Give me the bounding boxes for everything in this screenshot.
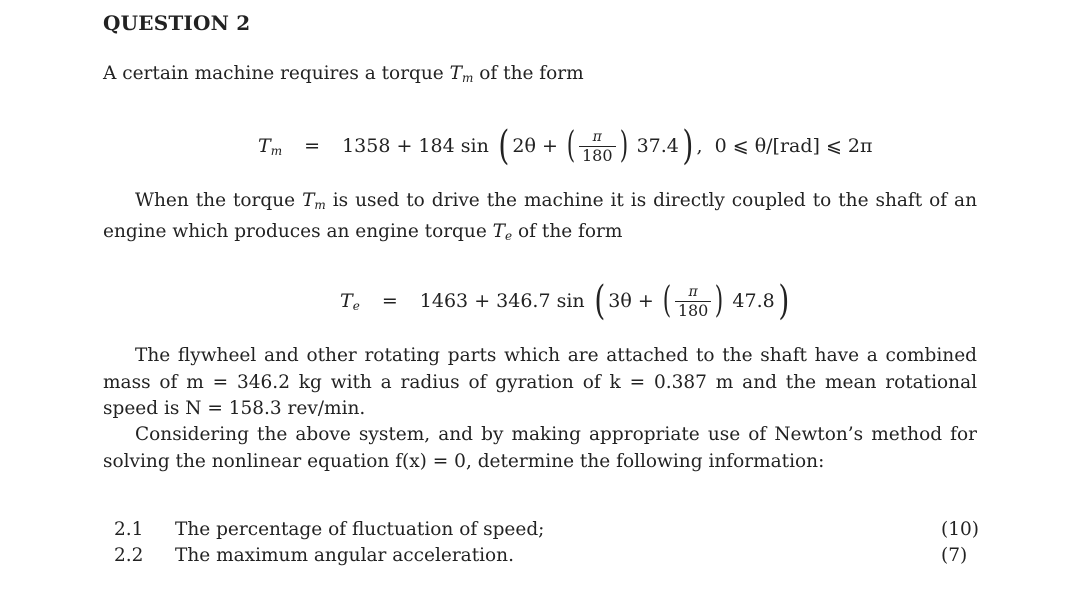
item-text: The percentage of fluctuation of speed; xyxy=(175,519,545,540)
eq1-frac-numerator: π xyxy=(592,128,602,145)
eq2-fraction xyxy=(675,283,712,320)
speed-expression: N = 158.3 rev/min. xyxy=(185,398,366,419)
eq1-frac-open-paren: ( xyxy=(566,125,576,166)
eq1-phase-value: 37.4 xyxy=(636,135,679,157)
eq2-lhs: $T_e$ xyxy=(340,289,360,313)
eq1-equals: = xyxy=(304,135,321,157)
eq1-open-paren: ( xyxy=(498,123,510,169)
eq1-constant-term: 1358 + 184 sin xyxy=(342,135,489,157)
torque-symbol: $T_m$ xyxy=(449,63,474,85)
eq2-equals: = xyxy=(381,290,398,312)
engine-paragraph: When the torque $T_m$ is used to drive the machine it is directly coupled to the shaft of an engine which produces an engine torque $T_e$ of the form xyxy=(103,190,977,243)
item-number: 2.1 xyxy=(114,519,144,540)
equation-engine-torque xyxy=(340,278,792,324)
eq1-frac-close-paren: ) xyxy=(619,125,628,166)
eq1-close-paren: ) xyxy=(682,123,694,169)
eq1-domain: , 0 ⩽ θ/[rad] ⩽ 2π xyxy=(696,135,873,157)
item-marks: (7) xyxy=(941,545,968,566)
eq1-inner-angle: 2θ + xyxy=(512,135,558,157)
eq2-frac-numerator: π xyxy=(688,283,698,300)
nonlinear-equation: f(x) = 0 xyxy=(395,450,466,472)
method-paragraph: Considering the above system, and by making appropriate use of Newton’s method for solving the nonlinear equation f(x) = 0, determine the following information: xyxy=(103,424,977,472)
eq2-inner-angle: 3θ + xyxy=(608,290,654,312)
eq1-fraction xyxy=(579,128,616,165)
flywheel-paragraph: The flywheel and other rotating parts which are attached to the shaft have a combined mass of m = 346.2 kg with a radius of gyration of k = 0.387 m and the mean rotational speed is N = 158.3 rev/min. xyxy=(103,345,978,419)
eq2-phase-value: 47.8 xyxy=(732,290,775,312)
intro-paragraph: A certain machine requires a torque $T_m$ of the form xyxy=(103,63,584,85)
eq2-open-paren: ( xyxy=(593,278,605,324)
gyration-expression: k = 0.387 m xyxy=(609,371,734,393)
item-text: The maximum angular acceleration. xyxy=(175,545,514,566)
eq2-frac-open-paren: ( xyxy=(662,280,672,321)
question-title: QUESTION 2 xyxy=(103,11,251,35)
eq2-frac-denominator: 180 xyxy=(675,301,712,320)
eq2-frac-close-paren: ) xyxy=(715,280,724,321)
item-number: 2.2 xyxy=(114,545,144,566)
eq2-constant-term: 1463 + 346.7 sin xyxy=(419,290,585,312)
eq1-frac-denominator: 180 xyxy=(579,146,616,165)
item-marks: (10) xyxy=(941,519,979,540)
equation-machine-torque xyxy=(258,123,873,169)
eq2-close-paren: ) xyxy=(778,278,789,324)
mass-expression: m = 346.2 kg xyxy=(186,371,322,393)
eq1-lhs: $T_m$ xyxy=(258,134,283,158)
